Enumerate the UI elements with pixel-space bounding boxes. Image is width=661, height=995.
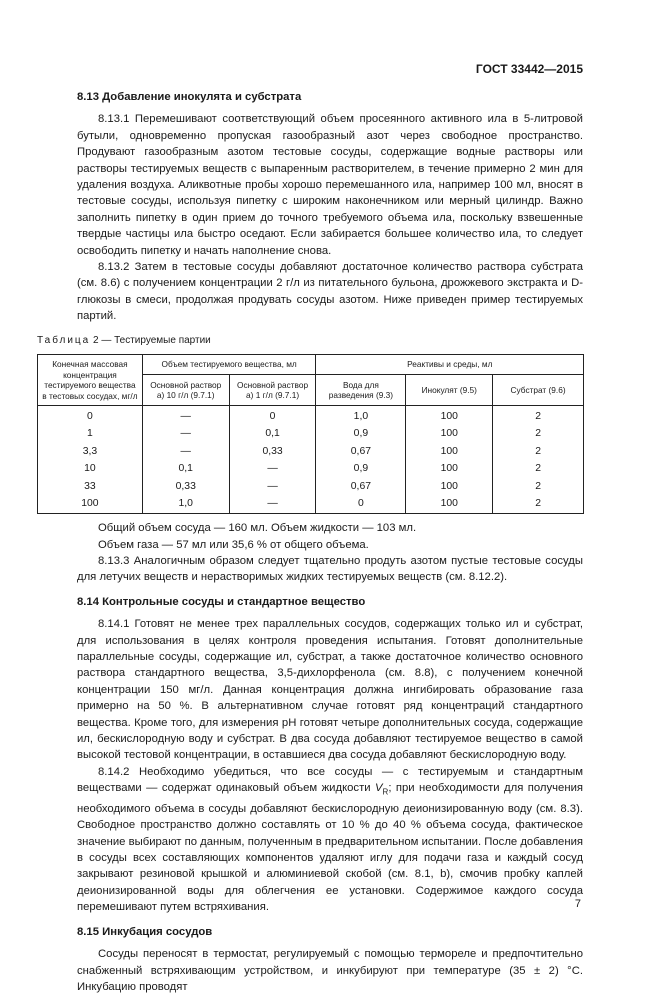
header-volume: Объем тестируемого вещества, мл xyxy=(142,355,316,375)
test-batches-table xyxy=(37,354,584,514)
table-cell: 100 xyxy=(38,496,143,514)
paragraph-8-14-2 xyxy=(77,764,583,916)
liquid-volume-subscript: R xyxy=(382,787,389,797)
table-cell: 3,3 xyxy=(38,443,143,461)
table-cell: 1,0 xyxy=(316,406,406,426)
table-row xyxy=(38,443,584,461)
table-cell: 2 xyxy=(493,426,584,444)
table-cell: — xyxy=(142,426,229,444)
table-cell: — xyxy=(229,496,316,514)
section-8-15-title: 8.15 Инкубация сосудов xyxy=(77,925,213,938)
table-cell: — xyxy=(229,461,316,479)
table-cell: 100 xyxy=(406,406,493,426)
total-volume-note: Общий объем сосуда — 160 мл. Объем жидкости — 103 мл. xyxy=(98,522,417,535)
table-caption-word: Таблица xyxy=(37,334,91,346)
gas-volume-note: Объем газа — 57 мл или 35,6 % от общего объема. xyxy=(98,538,369,551)
table-cell: 0 xyxy=(229,406,316,426)
table-row xyxy=(38,461,584,479)
table-cell: 2 xyxy=(493,443,584,461)
header-water: Вода для разведения (9.3) xyxy=(316,375,406,406)
table-cell: 2 xyxy=(493,478,584,496)
table-cell: 33 xyxy=(38,478,143,496)
table-cell: 0 xyxy=(38,406,143,426)
table-cell: 1,0 xyxy=(142,496,229,514)
table-cell: 100 xyxy=(406,443,493,461)
table-caption xyxy=(37,333,583,349)
table-cell: 0,67 xyxy=(316,443,406,461)
paragraph-8-14-2-end: ; при необходимости для получения необходимого объема в сосуды добавляют бескислородную деионизированную воду (см. 8.3). Свободное пространство должно составлять от 10 % до 40 % объема сосуда, фактическое значение выбирают по данным, полученным в предварительном испытании. После добавления в сосуды всех составляющих компонентов удаляют иглу для подачи газа и каждый сосуд закрывают резиновой крышкой и алюминиевой скобой (см. 8.1, b), смочив пробку каплей деионизированной воды для облегчения ее установки. Содержимое каждого сосуда перемешивают путем встряхивания. xyxy=(77,782,583,914)
paragraph-8-15: Сосуды переносят в термостат, регулируемый с помощью термореле и предпочтительно снабженный встряхивающим устройством, и инкубируют при температуре (35 ± 2) °С. Инкубацию проводят xyxy=(77,948,583,993)
table-cell: 10 xyxy=(38,461,143,479)
table-cell: 0,9 xyxy=(316,426,406,444)
header-substrate: Субстрат (9.6) xyxy=(493,375,584,406)
paragraph-8-13-3: 8.13.3 Аналогичным образом следует тщательно продуть азотом пустые тестовые сосуды для летучих веществ и нерастворимых жидких тестируемых веществ (см. 8.12.2). xyxy=(77,554,583,584)
header-stock-10: Основной раствор а) 10 г/л (9.7.1) xyxy=(142,375,229,406)
document-code: ГОСТ 33442—2015 xyxy=(475,62,583,76)
table-cell: 0 xyxy=(316,496,406,514)
table-cell: 1 xyxy=(38,426,143,444)
table-cell: 100 xyxy=(406,496,493,514)
section-8-14-title: 8.14 Контрольные сосуды и стандартное вещество xyxy=(77,595,366,608)
table-cell: 100 xyxy=(406,461,493,479)
table-cell: 2 xyxy=(493,461,584,479)
liquid-volume-symbol: V xyxy=(375,782,383,795)
paragraph-8-14-2-start: 8.14.2 Необходимо убедиться, что все сосуды — с тестируемым и стандартным веществами — содержат одинаковый объем жидкости xyxy=(77,765,583,795)
table-caption-title: 2 — Тестируемые партии xyxy=(93,334,211,346)
table-cell: 0,33 xyxy=(229,443,316,461)
table-cell: 0,1 xyxy=(229,426,316,444)
paragraph-8-14-1: 8.14.1 Готовят не менее трех параллельных сосудов, содержащих только ил и субстрат, для использования в целях контроля проведения испытания. Готовят дополнительные параллельные сосуды, содержащие ил, субстрат, а также достаточное количество основного раствора стандартного вещества, 3,5-дихлорфенола (см. 8.8), с получением конечной концентрации 150 мг/л. Данная концентрация должна ингибировать образование газа примерно на 50 %. В альтернативном случае готовят ряд концентраций стандартного вещества. Кроме того, для измерения pH готовят четыре дополнительных сосуда, содержащие ил, бескислородную воду и субстрат. В два сосуда добавляют тестируемое вещество в самой высокой тестовой концентрации, в оставшиеся два сосуда добавляют бескислородную воду. xyxy=(77,618,583,762)
header-stock-1: Основной раствор а) 1 г/л (9.7.1) xyxy=(229,375,316,406)
page-number: 7 xyxy=(574,898,581,910)
table-cell: 0,33 xyxy=(142,478,229,496)
page-content xyxy=(37,89,583,995)
paragraph-8-13-2: 8.13.2 Затем в тестовые сосуды добавляют достаточное количество раствора субстрата (см. 8.6) с получением концентрации 2 г/л из питательного бульона, дрожжевого экстракта и D-глюкозы в смеси, продолжая продувать сосуды азотом. Ниже приведен пример тестируемых партий. xyxy=(77,261,583,323)
paragraph-8-13-1: 8.13.1 Перемешивают соответствующий объем просеянного активного ила в 5-литровой бутыли, одновременно пропуская газообразный азот через свободное пространство. Продувают газообразным азотом тестовые сосуды, содержащие водные растворы или растворы тестируемых веществ с выпаренным растворителем, в течение примерно 2 мин для удаления воздуха. Аликвотные пробы хорошо перемешанного ила, например 100 мл, вносят в тестовые сосуды, используя пипетку с широким наконечником или мерный цилиндр. Важно заполнить пипетку в один прием до точного требуемого объема ила, поскольку взвешенные твердые частицы ила быстро оседают. Если забирается большее количество ила, то следует освободить пипетку и начать наполнение снова. xyxy=(77,113,583,257)
table-row xyxy=(38,426,584,444)
table-cell: 100 xyxy=(406,478,493,496)
table-cell: — xyxy=(142,443,229,461)
header-reagents: Реактивы и среды, мл xyxy=(316,355,584,375)
table-row xyxy=(38,496,584,514)
table-cell: — xyxy=(142,406,229,426)
table-cell: — xyxy=(229,478,316,496)
table-cell: 2 xyxy=(493,496,584,514)
header-concentration: Конечная массовая концентрация тестируемого вещества в тестовых сосудах, мг/л xyxy=(38,355,143,406)
table-row xyxy=(38,478,584,496)
section-8-13-title: 8.13 Добавление инокулята и субстрата xyxy=(77,91,302,103)
table-cell: 2 xyxy=(493,406,584,426)
header-inoculum: Инокулят (9.5) xyxy=(406,375,493,406)
table-cell: 0,1 xyxy=(142,461,229,479)
table-cell: 0,9 xyxy=(316,461,406,479)
table-row xyxy=(38,406,584,426)
table-cell: 100 xyxy=(406,426,493,444)
table-cell: 0,67 xyxy=(316,478,406,496)
